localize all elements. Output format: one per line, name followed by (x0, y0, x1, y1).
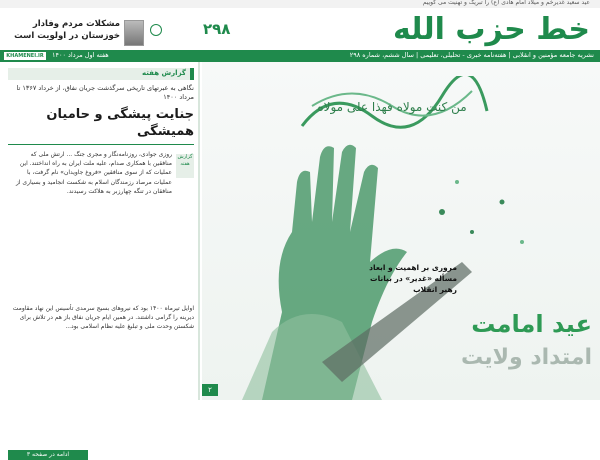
issue-number: ۲۹۸ (203, 20, 231, 38)
site-label[interactable]: KHAMENEI.IR (4, 52, 46, 60)
cover-title: عید امامت (471, 310, 592, 338)
section-marker-icon (190, 68, 194, 80)
cover-subtitle: امتداد ولایت (461, 345, 592, 370)
issue-date: هفته اول مرداد ۱۴۰۰ (52, 51, 109, 59)
section-label (8, 68, 194, 80)
article-body-2: اوایل تیرماه ۱۴۰۰ بود که نیروهای بسیج سرمدی تأسیس این نهاد مقاومت دیرینه را گرامی داشتند. در همین ایام جریان نفاق باز هم در تلاش برای شکستن وحدت ملی و تبلیغ علیه نظام اسلامی بود... (12, 305, 194, 331)
divider (8, 144, 194, 145)
article-column (0, 62, 200, 458)
cover-illustration (202, 62, 600, 400)
page-number-badge[interactable]: ۲ (202, 384, 218, 396)
info-bar (0, 50, 600, 62)
continue-link[interactable]: ادامه در صفحه ۳ (8, 450, 88, 460)
top-strip (0, 0, 600, 8)
feature-teaser[interactable]: مروری بر اهمیت و ابعاد مسأله «غدیر» در بیانات رهبر انقلاب (369, 263, 457, 294)
calligraphy-text: من کنت مولاه فهذا علی مولاه (317, 100, 467, 114)
masthead (0, 8, 600, 50)
publication-logo: خط حزب الله (392, 12, 590, 47)
article-kicker: نگاهی به عبرتهای تاریخی سرگذشت جریان نفاق، از خرداد ۱۳۶۷ تا مرداد ۱۴۰۰ (16, 84, 194, 101)
front-headline[interactable]: مشکلات مردم وفادار خوزستان در اولویت است (14, 19, 120, 41)
headline-photo (124, 20, 144, 46)
article-body-1: روزی جوادی، روزنامه‌نگار و مجری جنگ ... ارتش ملی که منافقین با همکاری صدام، علیه ملت ایران به راه انداختند. این عملیات که از سوی منافقین «فروغ جاویدان» نام گرفت، با عملیات مرصاد رزمندگان اسلام به شکست انجامید و بسیاری از منافقان در تنگه چهارزبر به هلاکت رسیدند. (15, 151, 172, 195)
emblem-icon (150, 24, 162, 36)
top-strip-text: عید سعید غدیرخم و میلاد امام هادی (ع) را تبریک و تهنیت می گوییم (422, 0, 590, 6)
article-title[interactable]: جنایت پیشگی و حامیان همیشگی (46, 107, 194, 139)
sidebar-tag: گزارش هفته (176, 154, 194, 178)
publication-description: نشریه جامعه مؤمنین و انقلابی | هفته‌نامه خبری - تحلیلی، تعلیمی | سال ششم، شماره ۲۹۸ (349, 51, 594, 59)
section-label-text: گزارش هفته (142, 69, 186, 77)
